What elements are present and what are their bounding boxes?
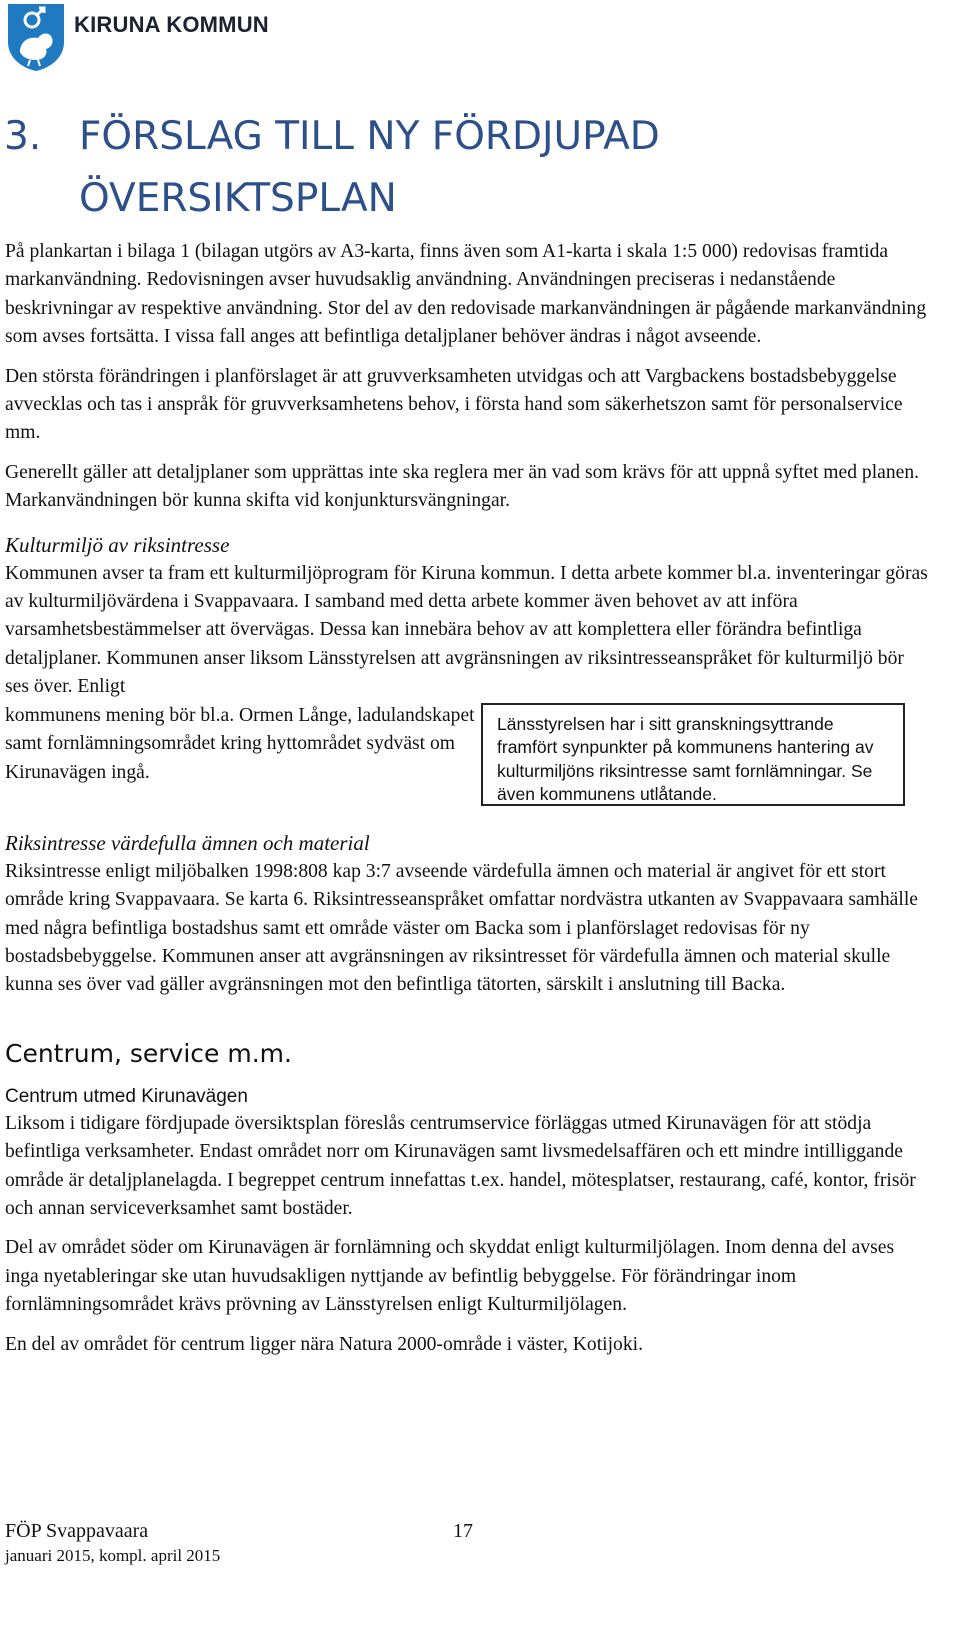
paragraph-riksintresse: Riksintresse enligt miljöbalken 1998:808 kap 3:7 avseende värdefulla ämnen och material är angivet för ett stort område kring Svappavaara. Se karta 6. Riksintresseanspråket omfattar nordvästra utkanten av Svappavaara samhälle med några befintliga bostadshus samt ett område väster om Backa som i planförslaget redovisas för ny bostadsbebyggelse. Kommunen anser att avgränsningen av riksintresset för värdefulla ämnen och material skulle kunna ses över vad gäller avgränsningen mot den befintliga tätorten, särskilt i anslutning till Backa.	[5, 860, 918, 996]
subheading-centrum-kirunavagen: Centrum utmed Kirunavägen	[5, 1085, 248, 1107]
page-content	[5, 238, 930, 1370]
paragraph-centrumservice: Liksom i tidigare fördjupade översiktsplan föreslås centrumservice förläggas utmed Kirunavägen för att stödja befintliga verksamheter. Endast området norr om Kirunavägen samt livsmedelsaffären och ett mindre intilliggande område är detaljplanelagda. I begreppet centrum innefattas t.ex. handel, mötesplatser, restaurang, café, kontor, frisör och annan serviceverksamhet samt bostäder.	[5, 1112, 916, 1219]
callout-lansstyrelsen: Länsstyrelsen har i sitt granskningsyttrande framfört synpunkter på kommunens hantering av kulturmiljöns riksintresse samt fornlämningar. Se även kommunens utlåtande.	[481, 703, 905, 806]
subheading-kulturmiljo: Kulturmiljö av riksintresse	[5, 532, 230, 557]
footer-document-name: FÖP Svappavaara	[5, 1520, 149, 1542]
chapter-title-line-1: FÖRSLAG TILL NY FÖRDJUPAD	[79, 114, 660, 159]
chapter-number: 3.	[4, 114, 42, 159]
paragraph-fornlamning: Del av området söder om Kirunavägen är fornlämning och skyddat enligt kulturmiljölagen. Inom denna del avses inga nyetableringar ske utan huvudsakligen nyttjande av befintlig bebyggelse. För förändringar inom fornlämningsområdet krävs prövning av Länsstyrelsen enligt Kulturmiljölagen.	[5, 1237, 895, 1316]
paragraph-kulturmiljoprogram: Kommunen avser ta fram ett kulturmiljöprogram för Kiruna kommun. I detta arbete kommer bl.a. inventeringar göras av kulturmiljövärdena i Svappavaara. I samband med detta arbete kommer även behovet av att införa varsamhetsbestämmelser att övervägas. Dessa kan innebära behov av att komplettera eller förändra befintliga detaljplaner. Kommunen anser liksom Länsstyrelsen att avgränsningen av riksintresseanspråket för kulturmiljö bör ses över. Enligt	[5, 562, 928, 698]
kiruna-coat-of-arms-logo	[6, 2, 66, 72]
organization-name: KIRUNA KOMMUN	[74, 12, 269, 37]
paragraph-kulturmiljo-continuation: kommunens mening bör bl.a. Ormen Långe, ladulandskapet samt fornlämningsområdet kring hyttområdet sydväst om Kirunavägen ingå.	[5, 704, 475, 783]
page-number: 17	[453, 1520, 473, 1542]
kulturmiljo-continuation-with-callout	[5, 702, 930, 816]
paragraph-gruvverksamhet: Den största förändringen i planförslaget är att gruvverksamheten utvidgas och att Vargbackens bostadsbebyggelse avvecklas och tas i anspråk för gruvverksamhetens behov, i första hand som säkerhetszon samt för personalservice mm.	[5, 365, 903, 444]
paragraph-plankarta: På plankartan i bilaga 1 (bilagan utgörs av A3-karta, finns även som A1-karta i skala 1:5 000) redovisas framtida markanvändning. Redovisningen avser huvudsaklig användning. Användningen preciseras i nedanstående beskrivningar av respektive användning. Stor del av den redovisade markanvändningen är pågående markanvändning som avses fortsätta. I vissa fall anges att befintliga detaljplaner behöver ändras i något avseende.	[5, 241, 927, 348]
chapter-title-line-2: ÖVERSIKTSPLAN	[79, 176, 397, 221]
section-heading-centrum: Centrum, service m.m.	[5, 1038, 292, 1068]
page-header	[6, 2, 406, 72]
paragraph-natura-2000: En del av området för centrum ligger nära Natura 2000-område i väster, Kotijoki.	[5, 1333, 643, 1355]
subheading-riksintresse: Riksintresse värdefulla ämnen och material	[5, 830, 370, 855]
footer-date: januari 2015, kompl. april 2015	[5, 1546, 221, 1565]
paragraph-detaljplaner: Generellt gäller att detaljplaner som upprättas inte ska reglera mer än vad som krävs för att uppnå syftet med planen. Markanvändningen bör kunna skifta vid konjunktursvängningar.	[5, 461, 920, 512]
